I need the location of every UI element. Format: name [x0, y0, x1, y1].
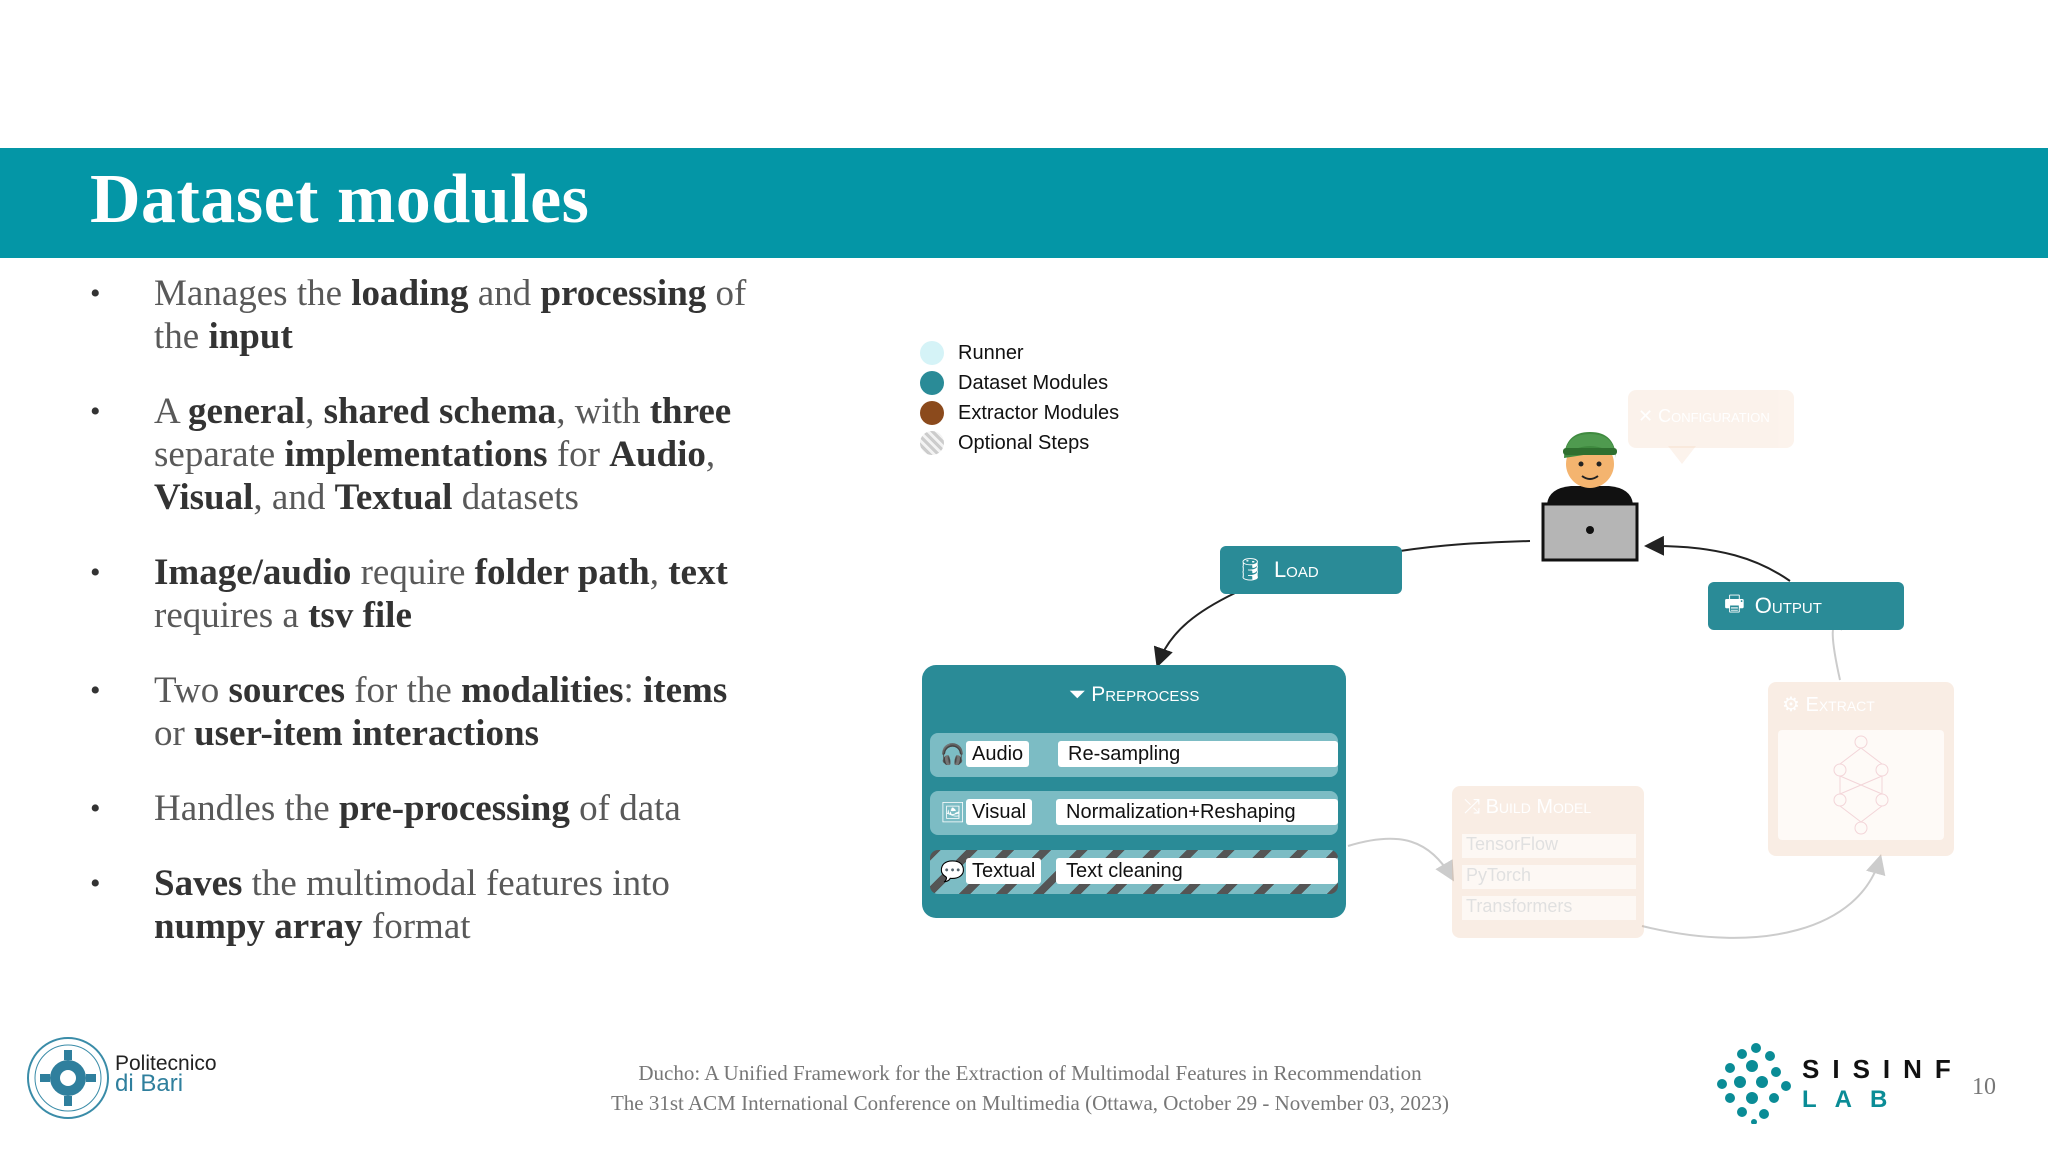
preprocess-row-textual [930, 850, 1338, 894]
preprocess-title: ⏷ Preprocess [1068, 683, 1200, 706]
preprocess-step: Text cleaning [1056, 858, 1338, 884]
bullet-text: , and [253, 477, 335, 518]
preprocess-step: Normalization+Reshaping [1056, 799, 1338, 825]
bullet-text: datasets [452, 477, 579, 518]
bullet-text: and [468, 273, 541, 314]
bullet-text: , [649, 552, 669, 593]
bullet-text: requires a [154, 595, 309, 636]
output-step [1708, 582, 1904, 630]
institution-name: Politecnico [115, 1052, 217, 1075]
configuration-label: ✕ Configuration [1638, 406, 1770, 426]
bullet-text: or [154, 713, 195, 754]
bullet-emphasis: Textual [334, 477, 453, 518]
bullet-text: A [154, 391, 188, 432]
tools-icon: ✕ [1638, 406, 1659, 426]
gear-icon: ⚙ [1782, 694, 1806, 716]
bullet-emphasis: tsv file [308, 595, 412, 636]
bullet-emphasis: modalities [461, 670, 624, 711]
preprocess-step: Re-sampling [1058, 741, 1338, 767]
output-label: Output [1754, 593, 1822, 618]
sisinf-lab-dots-logo [1716, 1040, 1796, 1124]
footer-paper-title: Ducho: A Unified Framework for the Extraction of Multimodal Features in Recommendation [638, 1061, 1422, 1085]
bullet-text: , with [556, 391, 650, 432]
neural-network-icon [1778, 730, 1944, 840]
filter-icon: ⏷ [1068, 683, 1092, 706]
bullet-dot: • [90, 867, 101, 900]
bullet-text: Manages the [154, 273, 352, 314]
arrow-preprocess-to-build [1348, 839, 1452, 878]
bullet-dot: • [90, 395, 101, 428]
bullet-emphasis: sources [228, 670, 345, 711]
politecnico-wordmark [115, 1052, 217, 1097]
bullet-text: of the [154, 273, 747, 357]
bullet-text: Handles the [154, 788, 339, 829]
legend-label: Extractor Modules [958, 401, 1120, 424]
bullet-emphasis: items [643, 670, 728, 711]
bullet-text: format [362, 906, 471, 947]
preprocess-row-audio [930, 733, 1338, 777]
headphones-icon: 🎧 [940, 742, 965, 766]
legend-label: Runner [958, 341, 1024, 364]
image-icon: 🖼 [940, 800, 966, 824]
chat-icon: 💬 [940, 859, 965, 883]
bullet-emphasis: user-item interactions [194, 713, 539, 754]
build-model-module [1452, 786, 1644, 938]
preprocess-row-visual [930, 791, 1338, 835]
bullet-emphasis: Audio [609, 434, 706, 475]
arrow-build-to-extract [1642, 858, 1880, 938]
load-step [1220, 546, 1402, 594]
bullet-dot: • [90, 556, 101, 589]
modality-label: Audio [966, 741, 1029, 767]
bullet-text: , [705, 434, 716, 475]
preprocess-module [922, 665, 1346, 918]
extract-title: ⚙ Extract [1782, 694, 1875, 716]
database-icon: 🛢 [1236, 557, 1264, 582]
footer-conference: The 31st ACM International Conference on Multimedia (Ottawa, October 29 - November 03, 2023) [610, 1091, 1450, 1115]
shuffle-icon: ⤮ [1464, 796, 1486, 818]
lab-wordmark: SISINF [1802, 1054, 1964, 1084]
page-number: 10 [1972, 1074, 1996, 1100]
configuration-bubble-tail [1668, 446, 1696, 464]
bullet-emphasis: loading [351, 273, 469, 314]
bullet-text: , [305, 391, 324, 432]
bullet-emphasis: numpy array [154, 906, 363, 947]
politecnico-seal-logo [26, 1036, 110, 1120]
bullet-text: require [351, 552, 475, 593]
bullet-emphasis: processing [540, 273, 707, 314]
bullet-emphasis: text [668, 552, 728, 593]
legend-label: Optional Steps [958, 431, 1090, 454]
lab-wordmark-2: LAB [1802, 1086, 1906, 1113]
bullet-text: of data [569, 788, 681, 829]
slide-title: Dataset modules [90, 161, 590, 238]
arrow-runner-to-load [1400, 541, 1530, 551]
bullet-emphasis: implementations [284, 434, 548, 475]
bullet-dot: • [90, 792, 101, 825]
legend-label: Dataset Modules [958, 371, 1109, 394]
footer-citation [480, 1058, 1580, 1118]
load-label: Load [1273, 557, 1319, 582]
configuration-bubble [1628, 390, 1794, 448]
modality-label: Textual [966, 858, 1041, 884]
bullet-emphasis: pre-processing [338, 788, 570, 829]
bullet-emphasis: Image/audio [154, 552, 352, 593]
institution-name-2: di Bari [115, 1070, 184, 1097]
framework-transformers: Transformers [1462, 896, 1636, 920]
arrow-extract-to-output [1833, 625, 1842, 680]
arrow-output-to-runner [1648, 546, 1790, 581]
printer-icon: 🖶 [1724, 591, 1745, 616]
bullet-text: for the [344, 670, 462, 711]
bullet-emphasis: shared schema [323, 391, 557, 432]
bullet-text: the multimodal features into [242, 863, 670, 904]
bullet-emphasis: Saves [154, 863, 243, 904]
bullet-dot: • [90, 277, 101, 310]
bullet-text: separate [154, 434, 285, 475]
bullet-text: for [547, 434, 610, 475]
bullet-emphasis: input [208, 316, 293, 357]
bullet-text: Two [154, 670, 229, 711]
arrow-load-to-preprocess [1158, 593, 1235, 664]
bullet-emphasis: three [649, 391, 732, 432]
bullet-emphasis: folder path [474, 552, 650, 593]
build-model-title: ⤮ Build Model [1464, 796, 1592, 818]
bullet-emphasis: general [187, 391, 306, 432]
framework-pytorch: PyTorch [1462, 865, 1636, 889]
framework-tensorflow: TensorFlow [1462, 834, 1636, 858]
bullet-dot: • [90, 674, 101, 707]
bullet-emphasis: Visual [154, 477, 254, 518]
extract-panel [1778, 730, 1944, 840]
extract-module [1768, 682, 1954, 856]
bullet-text: : [623, 670, 644, 711]
modality-label: Visual [966, 799, 1032, 825]
